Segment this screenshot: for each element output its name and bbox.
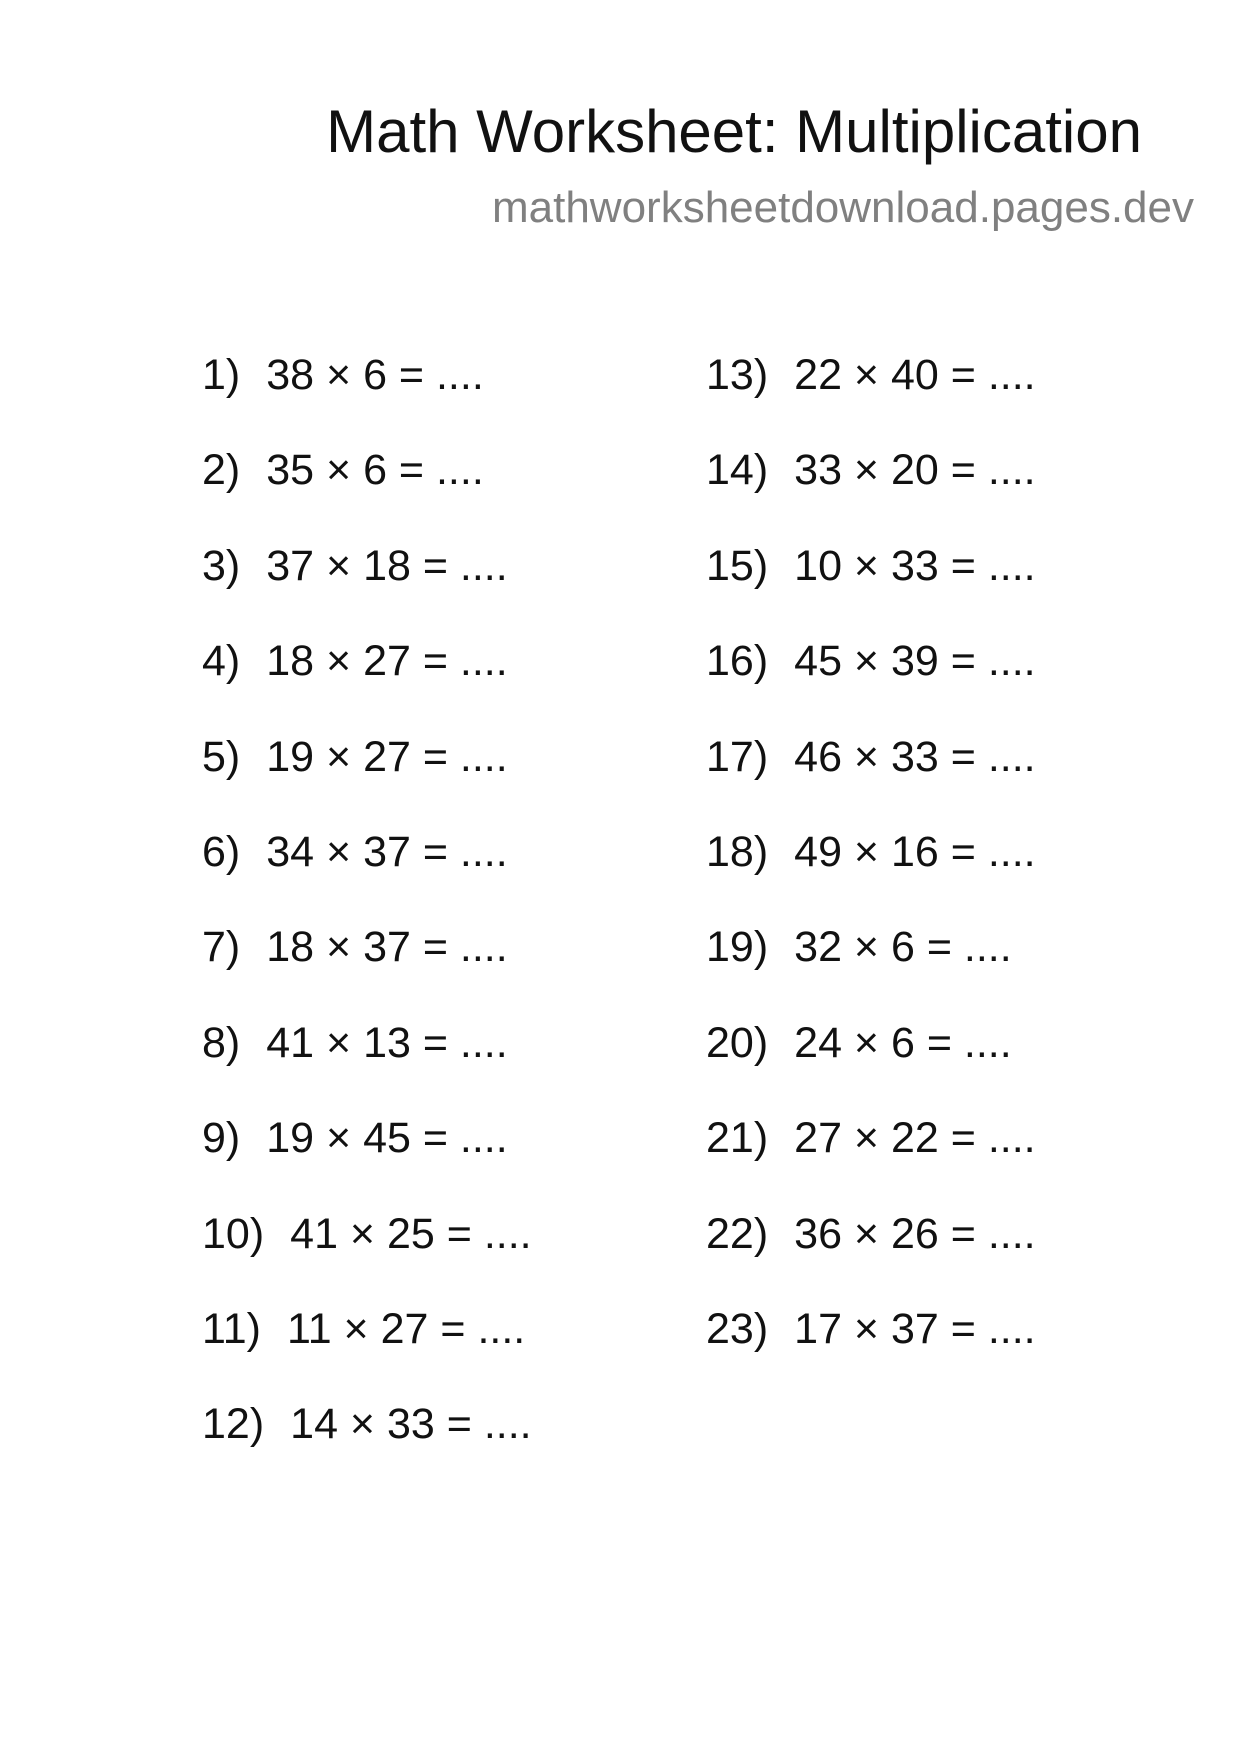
problem-expression: 33 × 20 = ....: [794, 446, 1036, 495]
problem-item: [706, 922, 1036, 1017]
problem-number: 15): [706, 541, 769, 590]
problem-expression: 34 × 37 = ....: [266, 827, 508, 876]
problem-item: [202, 1113, 532, 1208]
problem-number: 16): [706, 637, 769, 686]
problem-number: 2): [202, 446, 241, 495]
problem-number: 23): [706, 1304, 769, 1353]
problem-number: 18): [706, 827, 769, 876]
problem-expression: 36 × 26 = ....: [794, 1209, 1036, 1258]
problem-number: 4): [202, 637, 241, 686]
page-title: Math Worksheet: Multiplication: [326, 98, 1142, 165]
problem-item: [202, 1209, 532, 1304]
problem-number: 12): [202, 1400, 265, 1449]
source-url: mathworksheetdownload.pages.dev: [491, 183, 1194, 232]
problem-number: 6): [202, 827, 241, 876]
problem-expression: 17 × 37 = ....: [794, 1304, 1036, 1353]
problem-expression: 22 × 40 = ....: [794, 351, 1036, 399]
problem-item: [706, 445, 1036, 540]
problem-expression: 38 × 6 = ....: [266, 351, 484, 399]
problem-expression: 18 × 37 = ....: [266, 923, 508, 972]
problem-column-right: [706, 350, 1036, 1399]
problem-item: [706, 350, 1036, 445]
problem-number: 21): [706, 1114, 769, 1163]
problem-item: [202, 1304, 532, 1399]
problem-item: [706, 732, 1036, 827]
problem-number: 1): [202, 351, 241, 399]
problem-item: [706, 636, 1036, 731]
problem-expression: 11 × 27 = ....: [286, 1304, 526, 1353]
problem-number: 9): [202, 1114, 241, 1163]
problem-number: 5): [202, 732, 241, 781]
problem-number: 19): [706, 923, 769, 972]
problem-item: [202, 445, 532, 540]
problem-expression: 19 × 45 = ....: [266, 1114, 508, 1163]
problem-item: [706, 827, 1036, 922]
problem-item: [706, 1113, 1036, 1208]
problem-expression: 24 × 6 = ....: [794, 1018, 1012, 1067]
problem-number: 17): [706, 732, 769, 781]
problem-expression: 49 × 16 = ....: [794, 827, 1036, 876]
problem-item: [202, 922, 532, 1017]
problem-expression: 37 × 18 = ....: [266, 541, 508, 590]
problem-expression: 45 × 39 = ....: [794, 637, 1036, 686]
problem-item: [706, 1018, 1036, 1113]
problem-expression: 35 × 6 = ....: [266, 446, 484, 495]
problem-number: 14): [706, 446, 769, 495]
problem-expression: 19 × 27 = ....: [266, 732, 508, 781]
problem-item: [202, 636, 532, 731]
problem-column-left: [202, 350, 532, 1495]
problem-expression: 41 × 25 = ....: [290, 1209, 532, 1258]
problem-item: [202, 732, 532, 827]
problem-number: 13): [706, 351, 769, 399]
problem-expression: 32 × 6 = ....: [794, 923, 1012, 972]
problem-number: 8): [202, 1018, 241, 1067]
problem-expression: 46 × 33 = ....: [794, 732, 1036, 781]
problem-expression: 18 × 27 = ....: [266, 637, 508, 686]
problem-item: [706, 541, 1036, 636]
problem-expression: 14 × 33 = ....: [290, 1400, 532, 1449]
problem-expression: 41 × 13 = ....: [266, 1018, 508, 1067]
problem-number: 10): [202, 1209, 265, 1258]
problem-number: 7): [202, 923, 241, 972]
problem-number: 11): [202, 1304, 261, 1353]
problem-expression: 27 × 22 = ....: [794, 1114, 1036, 1163]
problem-item: [202, 350, 532, 445]
problem-number: 3): [202, 541, 241, 590]
problem-item: [706, 1304, 1036, 1399]
problem-item: [202, 541, 532, 636]
problem-expression: 10 × 33 = ....: [794, 541, 1036, 590]
problem-item: [202, 1018, 532, 1113]
problem-number: 22): [706, 1209, 769, 1258]
problem-item: [202, 1399, 532, 1494]
problem-item: [706, 1209, 1036, 1304]
problem-item: [202, 827, 532, 922]
problem-number: 20): [706, 1018, 769, 1067]
